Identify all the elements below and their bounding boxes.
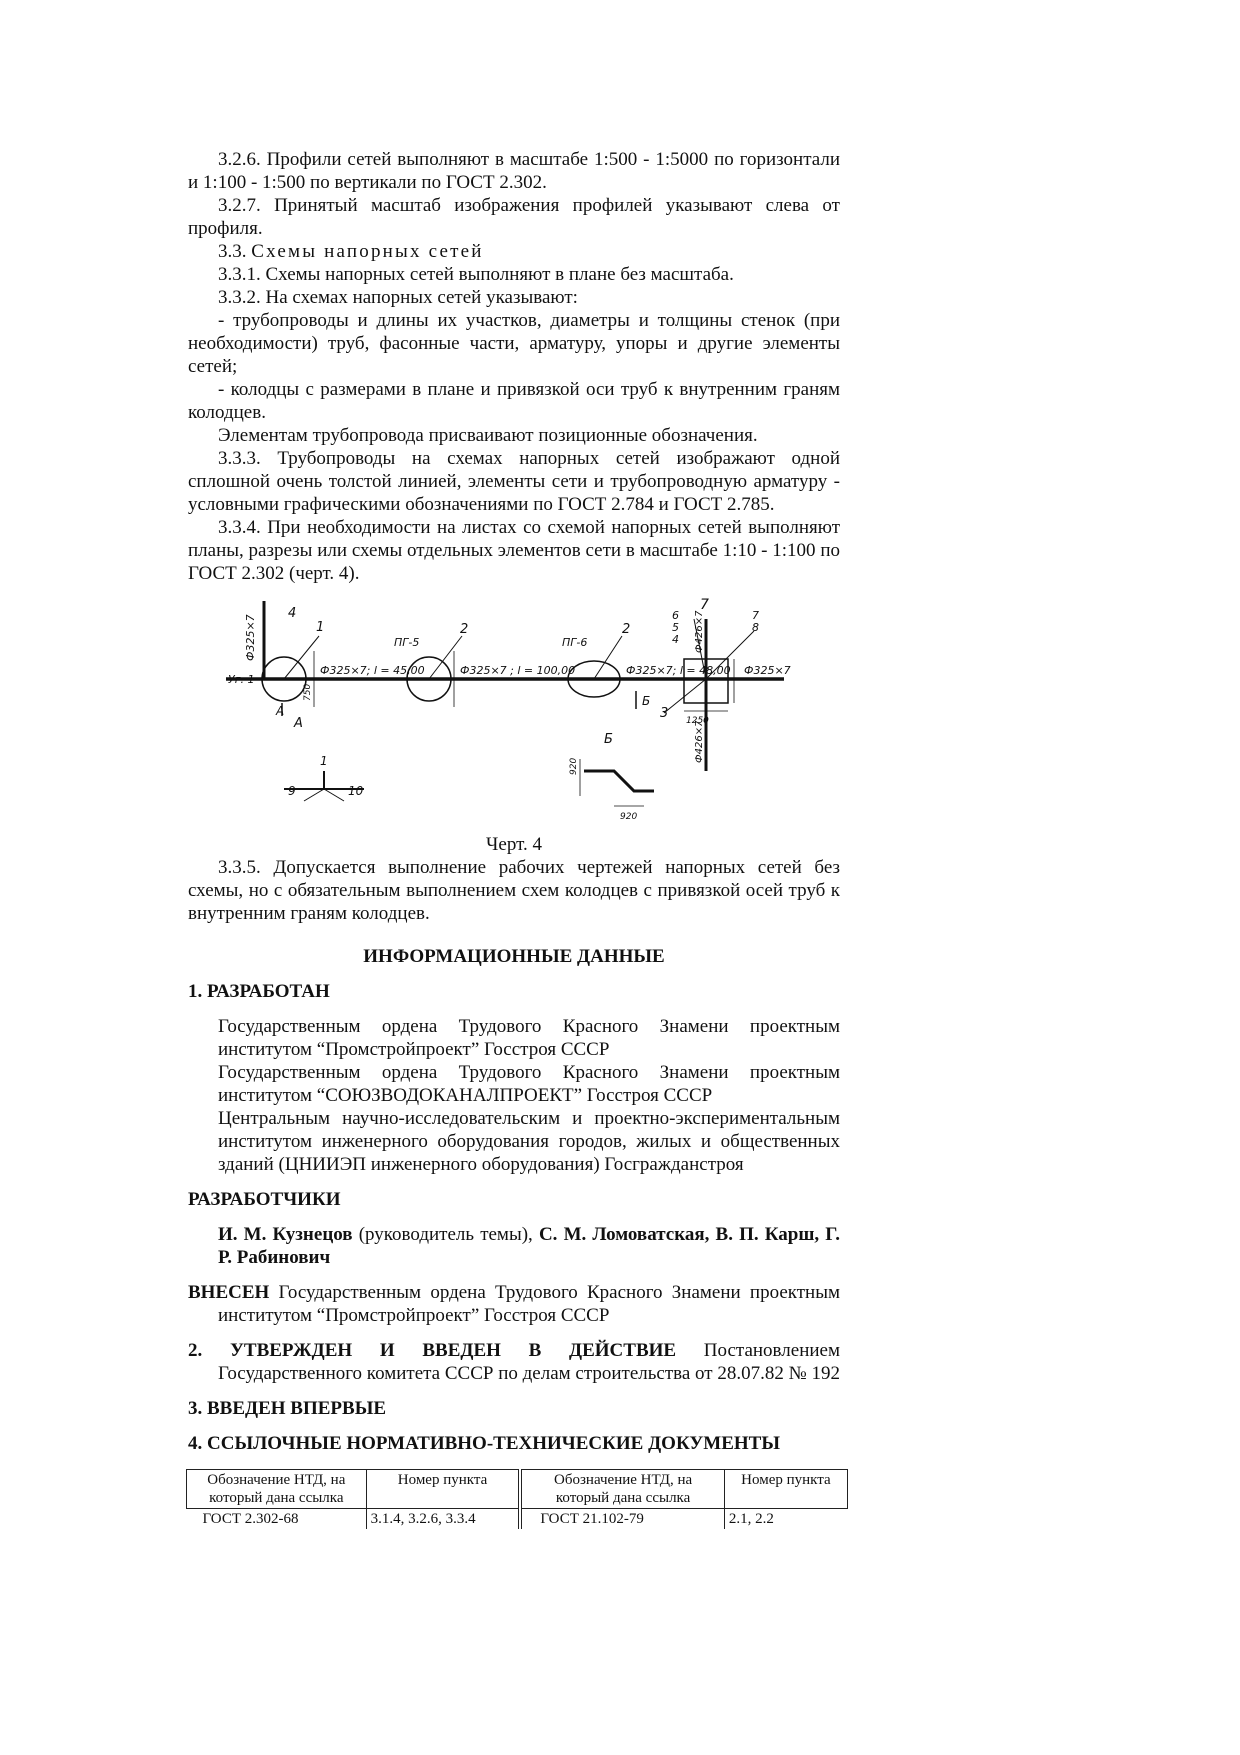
paragraph-elements: Элементам трубопровода присваивают позиционные обозначения.	[218, 425, 758, 446]
label-3: 3	[660, 706, 669, 721]
developer-org-2: Государственным ордена Трудового Красного Знамени проектным институтом “СОЮЗВОДОКАНАЛПРОЕКТ” Госстроя СССР	[218, 1062, 840, 1106]
label-segment-3: Ф325×7; l = 48,00	[626, 664, 731, 677]
label-1: 1	[316, 620, 325, 635]
label-2b: 2	[622, 622, 631, 637]
label-detail-a-title: А	[294, 716, 303, 731]
header-ntd-1: Обозначение НТД, на который дана ссылка	[187, 1470, 367, 1509]
header-item-1: Номер пункта	[366, 1470, 520, 1509]
cell-item-2: 2.1, 2.2	[724, 1509, 847, 1530]
developer-org-3: Центральным научно-исследовательским и проектно-экспериментальным институтом инженерного оборудования городов, жилых и общественных зданий (ЦНИИЭП инженерного оборудования) Госгражданстроя	[218, 1108, 840, 1175]
label-segment-2: Ф325×7 ; l = 100,00	[460, 664, 576, 677]
label-detail-a-1: 1	[320, 754, 328, 768]
introduced-by	[188, 1281, 840, 1327]
dash-item-pipelines: - трубопроводы и длины их участков, диаметры и толщины стенок (при необходимости) труб, фасонные части, арматуру, упоры и другие элементы сетей;	[188, 310, 840, 377]
label-detail-b-title: Б	[604, 732, 613, 747]
table-header-row	[187, 1470, 848, 1509]
section-developed-heading: 1. РАЗРАБОТАН	[188, 981, 330, 1002]
label-dim-920-vert: 920	[569, 757, 579, 775]
label-angle: Уг. 1	[228, 673, 255, 686]
developers-names	[218, 1223, 840, 1269]
label-section-a: А	[276, 704, 285, 718]
developer-other-names: С. М. Ломоватская, В. П. Карш, Г. Р. Рабинович	[218, 1224, 840, 1268]
label-detail-a-10: 10	[348, 784, 364, 798]
label-7b: 7	[752, 609, 759, 622]
paragraph-3-3-3: 3.3.3. Трубопроводы на схемах напорных сетей изображают одной сплошной очень толстой линией, элементы сети и трубопроводную арматуру - условными графическими обозначениями по ГОСТ 2.784 и ГОСТ 2.785.	[188, 448, 840, 515]
approved-label: 2. УТВЕРЖДЕН И ВВЕДЕН В ДЕЙСТВИЕ	[188, 1340, 677, 1361]
label-7: 7	[700, 597, 709, 613]
label-6: 6	[672, 609, 679, 622]
developer-lead-role: (руководитель темы),	[352, 1224, 539, 1245]
developer-org-1: Государственным ордена Трудового Красного Знамени проектным институтом “Промстройпроект” Госстроя СССР	[218, 1016, 840, 1060]
label-detail-a-9: 9	[288, 784, 296, 798]
label-segment-4: Ф325×7	[744, 664, 791, 677]
reference-docs-heading: 4. ССЫЛОЧНЫЕ НОРМАТИВНО-ТЕХНИЧЕСКИЕ ДОКУМЕНТЫ	[188, 1433, 781, 1454]
label-5: 5	[672, 621, 679, 634]
label-pg6: ПГ-6	[562, 636, 588, 649]
paragraph-3-3-4: 3.3.4. При необходимости на листах со схемой напорных сетей выполняют планы, разрезы или схемы отдельных элементов сети в масштабе 1:10 - 1:100 по ГОСТ 2.302 (черт. 4).	[188, 517, 840, 584]
figure-4-drawing	[224, 591, 836, 831]
cell-ntd-2: ГОСТ 21.102-79	[520, 1509, 724, 1530]
label-d426-bottom: Ф426×7	[694, 720, 705, 763]
cell-item-1: 3.1.4, 3.2.6, 3.3.4	[366, 1509, 520, 1530]
detail-a-leader-9	[304, 789, 324, 801]
paragraph-3-2-7: 3.2.7. Принятый масштаб изображения профилей указывают слева от профиля.	[188, 195, 840, 239]
approved-section	[188, 1339, 840, 1385]
paragraph-3-2-6: 3.2.6. Профили сетей выполняют в масштабе 1:500 - 1:5000 по горизонтали и 1:100 - 1:500 по вертикали по ГОСТ 2.302.	[188, 149, 840, 193]
section-3-3-name: Схемы напорных сетей	[251, 241, 484, 262]
developers-org-list	[218, 1015, 840, 1176]
label-dim-750: 750	[303, 683, 313, 701]
label-2a: 2	[460, 622, 469, 637]
cell-ntd-1: ГОСТ 2.302-68	[202, 1511, 299, 1527]
reference-documents-table	[186, 1469, 848, 1529]
section-3-3-title	[188, 240, 840, 263]
pipeline-scheme-drawing	[224, 591, 836, 831]
label-4b: 4	[672, 633, 679, 646]
label-d325-vertical: Ф325×7	[244, 614, 257, 661]
dash-item-wells: - колодцы с размерами в плане и привязкой оси труб к внутренним граням колодцев.	[188, 379, 840, 423]
introduced-by-label: ВНЕСЕН	[188, 1282, 270, 1303]
label-segment-1: Ф325×7; l = 45,00	[320, 664, 425, 677]
document-page	[188, 148, 840, 1529]
approved-text: Постановлением Государственного комитета СССР по делам строительства от 28.07.82 № 192	[218, 1340, 840, 1384]
developer-lead-name: И. М. Кузнецов	[218, 1224, 353, 1245]
header-ntd-2: Обозначение НТД, на который дана ссылка	[520, 1470, 724, 1509]
label-8: 8	[752, 621, 759, 634]
table-row	[187, 1509, 848, 1530]
label-d426-top: Ф426×7	[694, 610, 705, 653]
label-dim-1250: 1250	[686, 716, 709, 726]
figure-caption: Черт. 4	[486, 834, 542, 855]
section-3-3-number: 3.3.	[218, 241, 247, 262]
detail-b-pipe	[584, 771, 654, 791]
paragraph-3-3-5: 3.3.5. Допускается выполнение рабочих чертежей напорных сетей без схемы, но с обязательным выполнением схем колодцев с привязкой осей труб к внутренним граням колодцев.	[188, 857, 840, 924]
label-4: 4	[288, 606, 297, 621]
detail-a-leader-10	[324, 789, 344, 801]
paragraph-3-3-1: 3.3.1. Схемы напорных сетей выполняют в плане без масштаба.	[218, 264, 734, 285]
introduced-by-text: Государственным ордена Трудового Красного Знамени проектным институтом “Промстройпроект” Госстроя СССР	[218, 1282, 840, 1326]
developers-heading: РАЗРАБОТЧИКИ	[188, 1189, 341, 1210]
label-pg5: ПГ-5	[394, 636, 420, 649]
leader-3	[664, 679, 706, 713]
header-item-2: Номер пункта	[724, 1470, 847, 1509]
label-dim-920-horiz: 920	[620, 812, 638, 822]
label-section-b: Б	[642, 694, 651, 708]
paragraph-3-3-2: 3.3.2. На схемах напорных сетей указывают:	[218, 287, 578, 308]
info-heading: ИНФОРМАЦИОННЫЕ ДАННЫЕ	[363, 946, 665, 967]
first-introduced-heading: 3. ВВЕДЕН ВПЕРВЫЕ	[188, 1398, 387, 1419]
